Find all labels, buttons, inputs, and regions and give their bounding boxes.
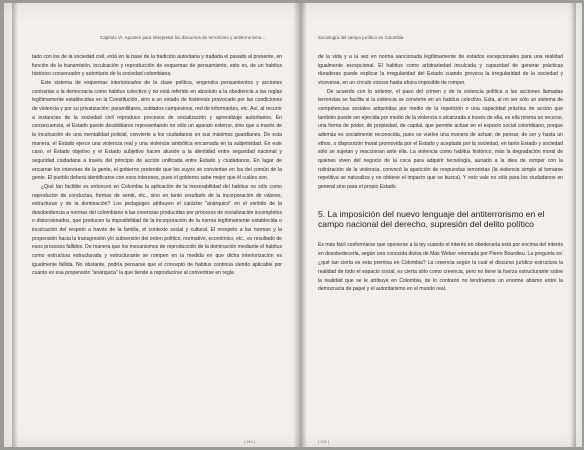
right-paragraph-2: De acuerdo con lo anterior, el paso del crimen y de la violencia política a las acciones llamadas terroristas se facilita si la violencia se convierte en un habitus colectivo. Esta, al no ser sólo un sistema de competencias sociales adquiridas por medio de la repetición o una capacidad práctica de acción que también puede ser ejercida por medio de la violencia o alcanzada a través de ella, es ella misma un recurso, una forma de poder, de propiedad, de capital, que permite actuar en el espacio social colombiano, porque además es socialmente reconocida, pues se vuelve una manera de actuar, de pensar, de ser y hasta un ethos, o disposición moral promovida por el Estado y aceptada por la sociedad, en tanto Estado y sociedad sólo se sujetan y reaccionan ante ella. La violencia como habitus histórico, más la degradación moral de quienes viven del negocio de la coca para adquirir tecnología, aunado a la idea de romper con la rutinización de la violencia, convocó la aparición de respuestas terroristas (la violencia simple al tornarse repetitiva se naturaliza y no obtiene el impacto que se busca). Y esto vale no sólo para los ciudadanos en general sino para el propio Estado. bbox=[318, 88, 563, 190]
left-page bbox=[12, 3, 288, 447]
page-edge-shadow bbox=[12, 3, 18, 447]
right-paragraph-3: Es más fácil conformarse que oponerse a la ley cuando el interés en obedecerla está por encima del interés en desobedecerla, según una conocida divisa de Max Weber retomada por Pierre Bourdieu. La pregunta es: ¿qué tan cierta es esta premisa en Colombia? La creencia según la cual el discurso jurídico estructura la realidad de todo el espacio social, es cierta sólo como creencia, pero no tiene la fuerza estructurante sobre la realidad que se le atribuye en Colombia, de lo contrario no tendríamos un enorme abismo entre la democracia de papel y el autoritarismo en el mundo real. bbox=[318, 242, 563, 293]
left-paragraph-2: Este sistema de esquemas interiorizados de la clase política, engendra pensamientos y acciones contrarias a la democracia como habitus colectivo y no está referido en absoluto a la obediencia a las reglas legítimamente establecidas en la Constitución, sino a un estado de histéresis provocado por las condiciones de violencia y por su privatización: paramilitares, soldados campesinos, red de informantes, etc. Así, al recurrir a instancias de la sociedad civil reproduce procesos de socialización y aprendizaje autoritarios. En consecuencia, el Estado puede desdoblarse representando no sólo un aparato externo, sino que a través de la inculcación de una mentalidad policial, convierte a los ciudadanos en sus máximos guardianes. De esta manera, el Estado ejerce una violencia real y una violencia simbólica encarnada en la subjetividad. En este caso, el Estado objetivo y el Estado subjetivo hacen alusión a la identidad entre seguridad nacional y seguridad ciudadana a través del principio de acción unificada entre Estado y ciudadanos. En lugar de encarnar los intereses de la gente, el gobierno pretende que los suyos se conviertan en los del común de la gente. El pueblo deberá identificarse con esos intereses, pues el gobierno sabe mejor que él cuáles son. bbox=[32, 79, 282, 182]
right-running-header: Sociología del campo jurídico en Colombia bbox=[318, 35, 404, 40]
right-page-number: [ 265 ] bbox=[318, 439, 330, 444]
left-page-number: [ 264 ] bbox=[244, 439, 256, 444]
book-gutter bbox=[293, 3, 307, 447]
left-page-body bbox=[32, 53, 282, 278]
page-edge-shadow bbox=[570, 3, 576, 447]
right-paragraph-1: de la vida y a la vez en norma sancionada legítimamente de estados excepcionales para una realidad igualmente excepcional. El habitus como arbitrariedad inculcada y capacidad de generar prácticas duraderas puede explicar la irregularidad del Estado cuando provoca la irregularidad de la sociedad y viceversa, en un círculo vicioso hasta ahora imposible de romper. bbox=[318, 54, 563, 86]
left-paragraph-1: tado con los de la sociedad civil, está en la base de la tradición autoritaria y tradada el pasado al presente, en función de la transmisión, inculcación y reproducción de esquemas de pensamiento, esto es, de un habitus histórico conservador y autoritario de la sociedad colombiana. bbox=[32, 54, 282, 78]
right-page bbox=[310, 3, 576, 447]
book-spread bbox=[4, 3, 582, 447]
left-running-header: Capítulo VI. Apuntes para interpretar los discursos de terrorismo y antiterrorismo... bbox=[100, 35, 266, 40]
section-heading: 5. La imposición del nuevo lenguaje del antiterrorismo en el campo nacional del derecho, supresión del delito político bbox=[318, 208, 545, 229]
right-page-body bbox=[318, 53, 563, 294]
section-body bbox=[318, 241, 563, 294]
left-paragraph-3: ¿Qué tan factible es entonces en Colombia la aplicación de la inexorabilidad del habitus no sólo como reproductor de conductas, formas de sentir, etc., sino en tanto resultado de la incorporación de valores, estructuras y de la dominación? Los pedagogos atribuyen el carácter "anárquico" en el sentido de la desobediencia a normas del colombiano a las creencias producidas por procesos de socialización incompletos o distorsionados, que producen la imposibilidad de la incorporación de la norma legítimamente establecida o inculcación del respeto a través de la familia, el contexto social y cultural. El irrespeto a las normas y la propensión hacia la transgresión y/o subversión del orden político, normativo, económico, etc., es resultado de esos procesos fallidos. De manera que los mecanismos de reproducción de la dominación mediante el habitus como estructura estructurada y estructurante se rompen en la medida en que dicha interiorización es igualmente fallida. No obstante, podría pensarse que el concepto de habitus continúa siendo aplicable por cuanto es esa propensión "anárquica" la que tiende a reproducirse al convertirse en regla bbox=[32, 183, 282, 277]
